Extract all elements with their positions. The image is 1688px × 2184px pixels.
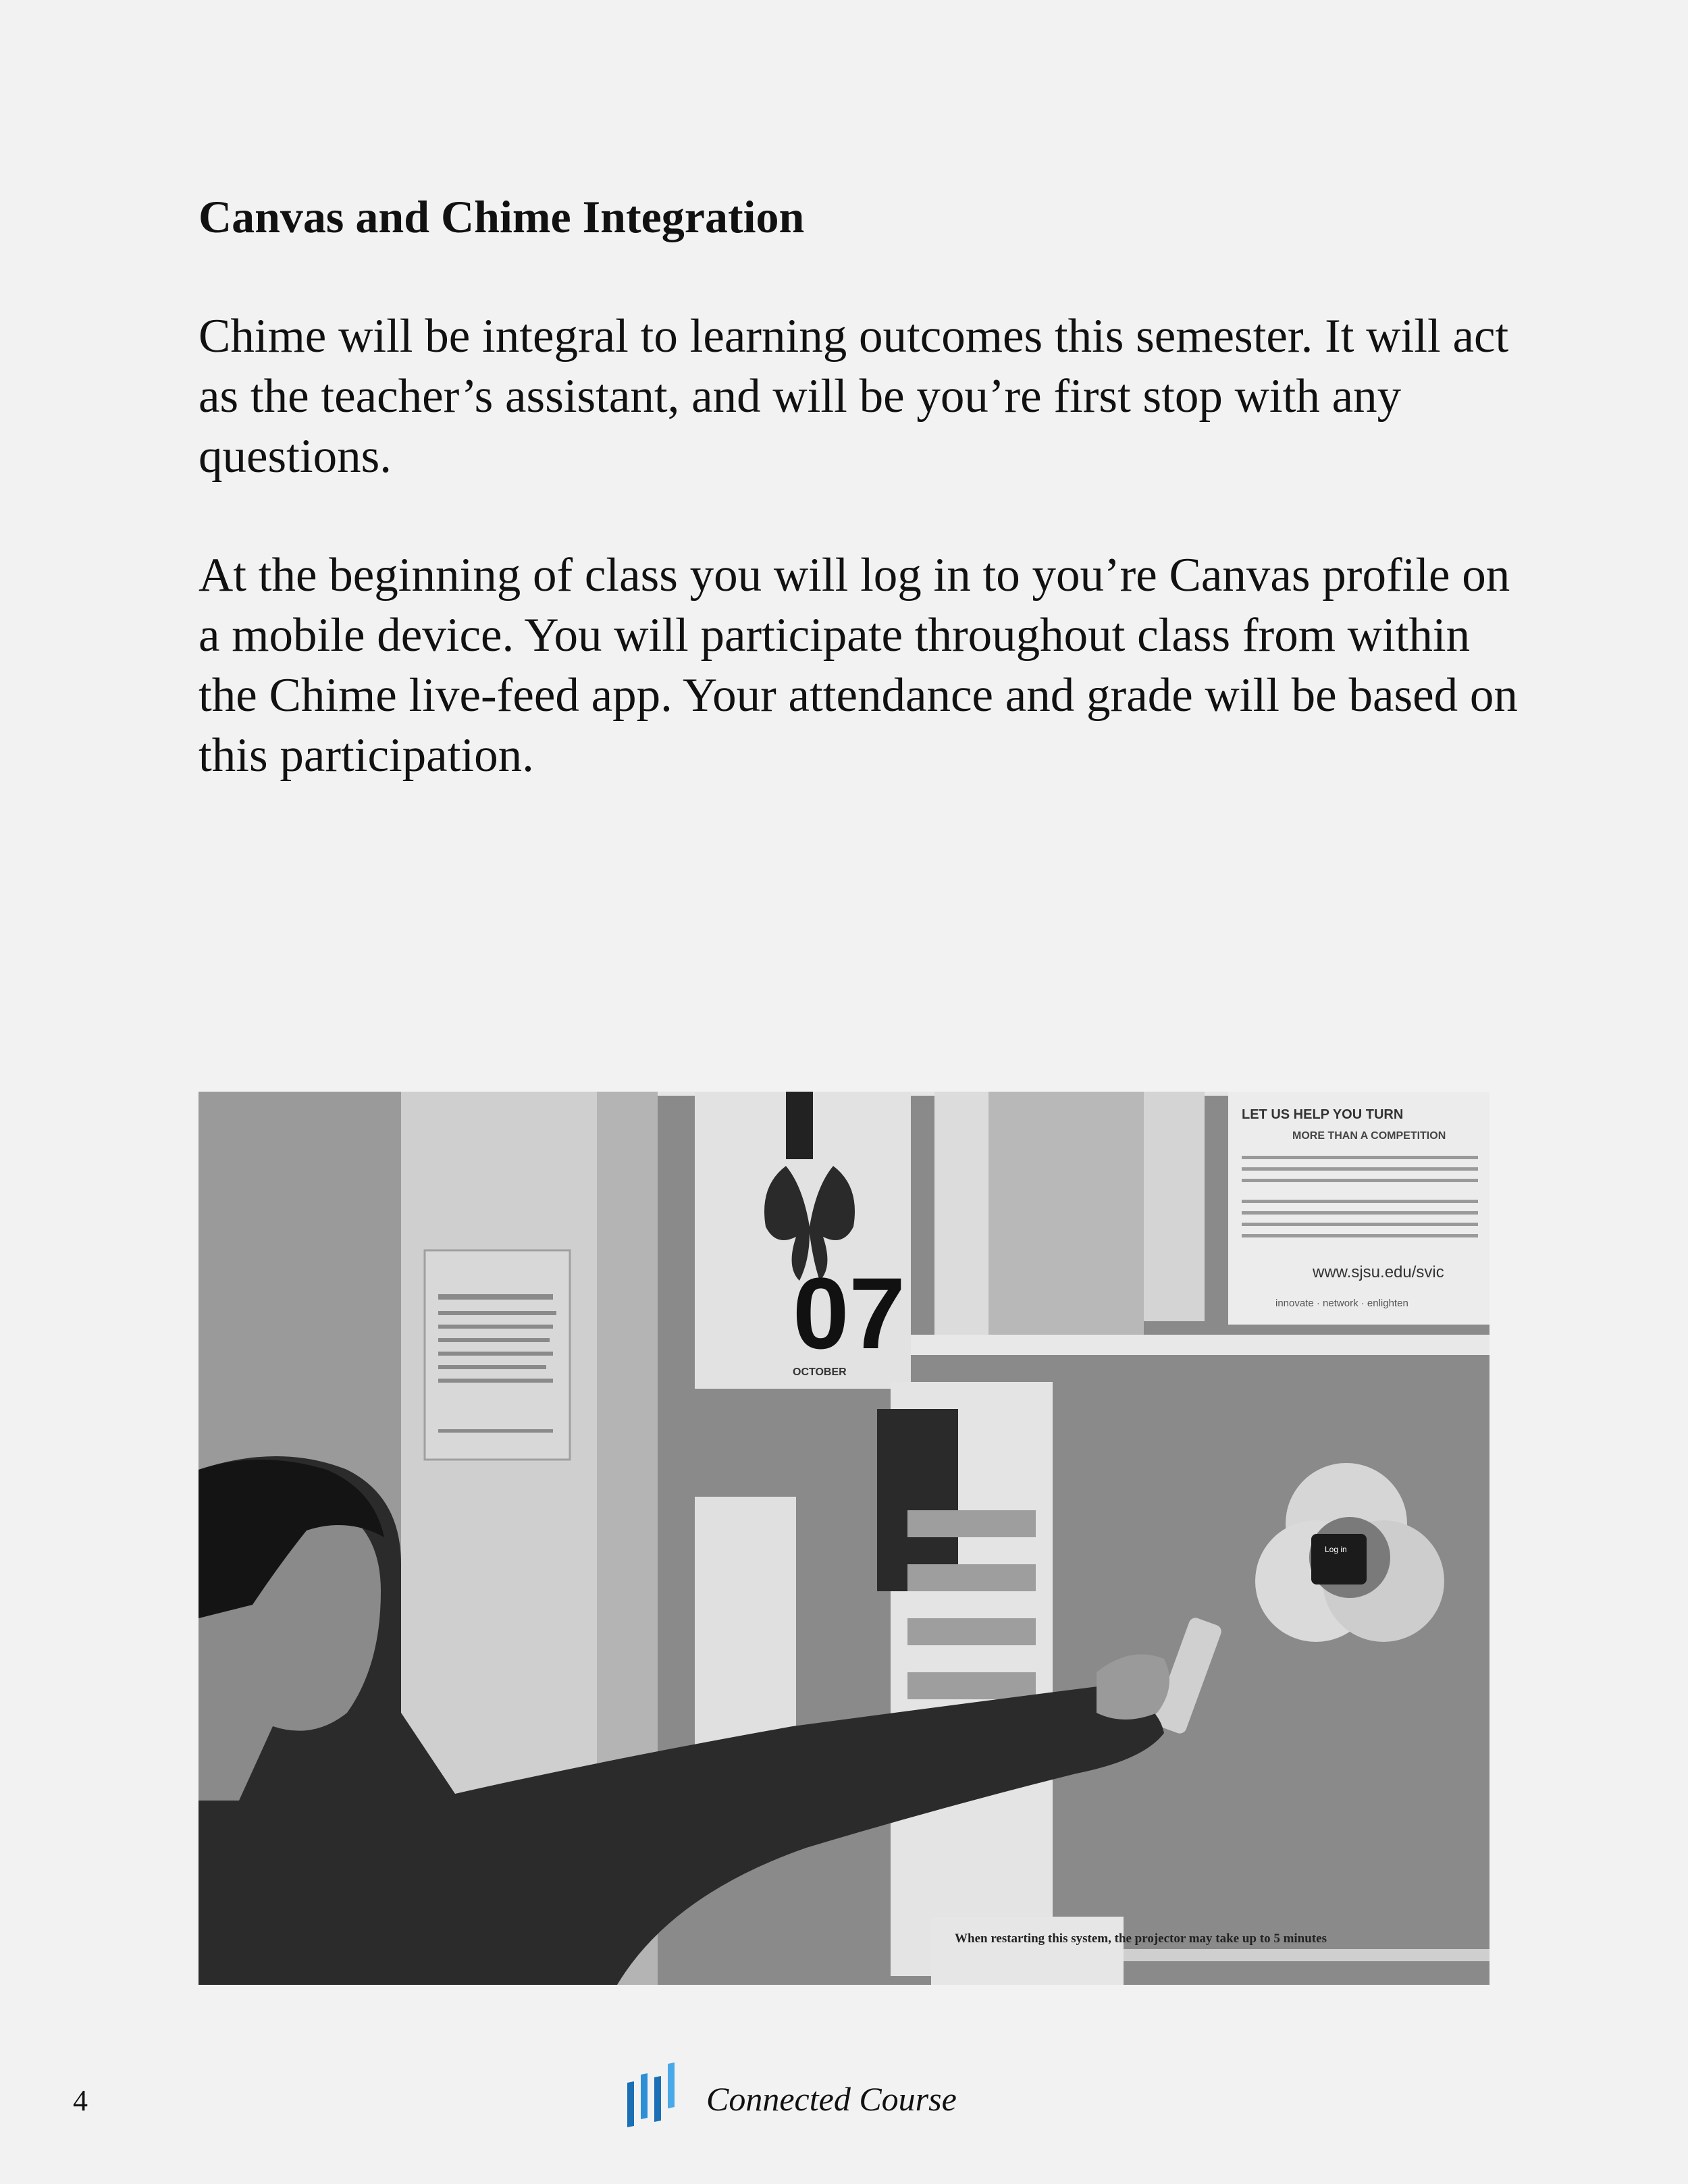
restart-notice-text: When restarting this system, the projector may take up to 5 minutes (955, 1932, 1327, 1946)
classroom-photo (199, 1092, 1489, 1985)
restart-notice (931, 1917, 1124, 1985)
logo-bar-4 (668, 2062, 675, 2108)
device-label: Log in (1325, 1545, 1347, 1554)
participation-paragraph: At the beginning of class you will log in to you’re Canvas profile on a mobile device. You will participate throughout class from within the Chime live-feed app. Your attendance and grade will be based on this participation. (199, 549, 1518, 782)
competition-subtitle: MORE THAN A COMPETITION (1292, 1130, 1446, 1142)
page-number: 4 (73, 2084, 88, 2117)
logo-bar-3 (654, 2076, 661, 2122)
competition-poster (1228, 1092, 1489, 1325)
logo-bar-1 (627, 2081, 634, 2127)
poster-month: OCTOBER (793, 1366, 847, 1378)
page-heading: Canvas and Chime Integration (199, 191, 805, 242)
connected-course-logo-icon (625, 2061, 685, 2129)
competition-tagline: innovate · network · enlighten (1275, 1298, 1408, 1309)
svg-text:When restarting this system, t (955, 1932, 1327, 1946)
intro-paragraph: Chime will be integral to learning outcomes this semester. It will act as the teacher’s assistant, and will be you’re first stop with any questions. (199, 310, 1509, 483)
logo-bar-2 (641, 2073, 648, 2119)
competition-url: www.sjsu.edu/svic (1313, 1263, 1444, 1281)
poster-date: 07 (793, 1256, 905, 1370)
footer-title: Connected Course (706, 2080, 957, 2118)
competition-title: LET US HELP YOU TURN (1242, 1107, 1404, 1122)
